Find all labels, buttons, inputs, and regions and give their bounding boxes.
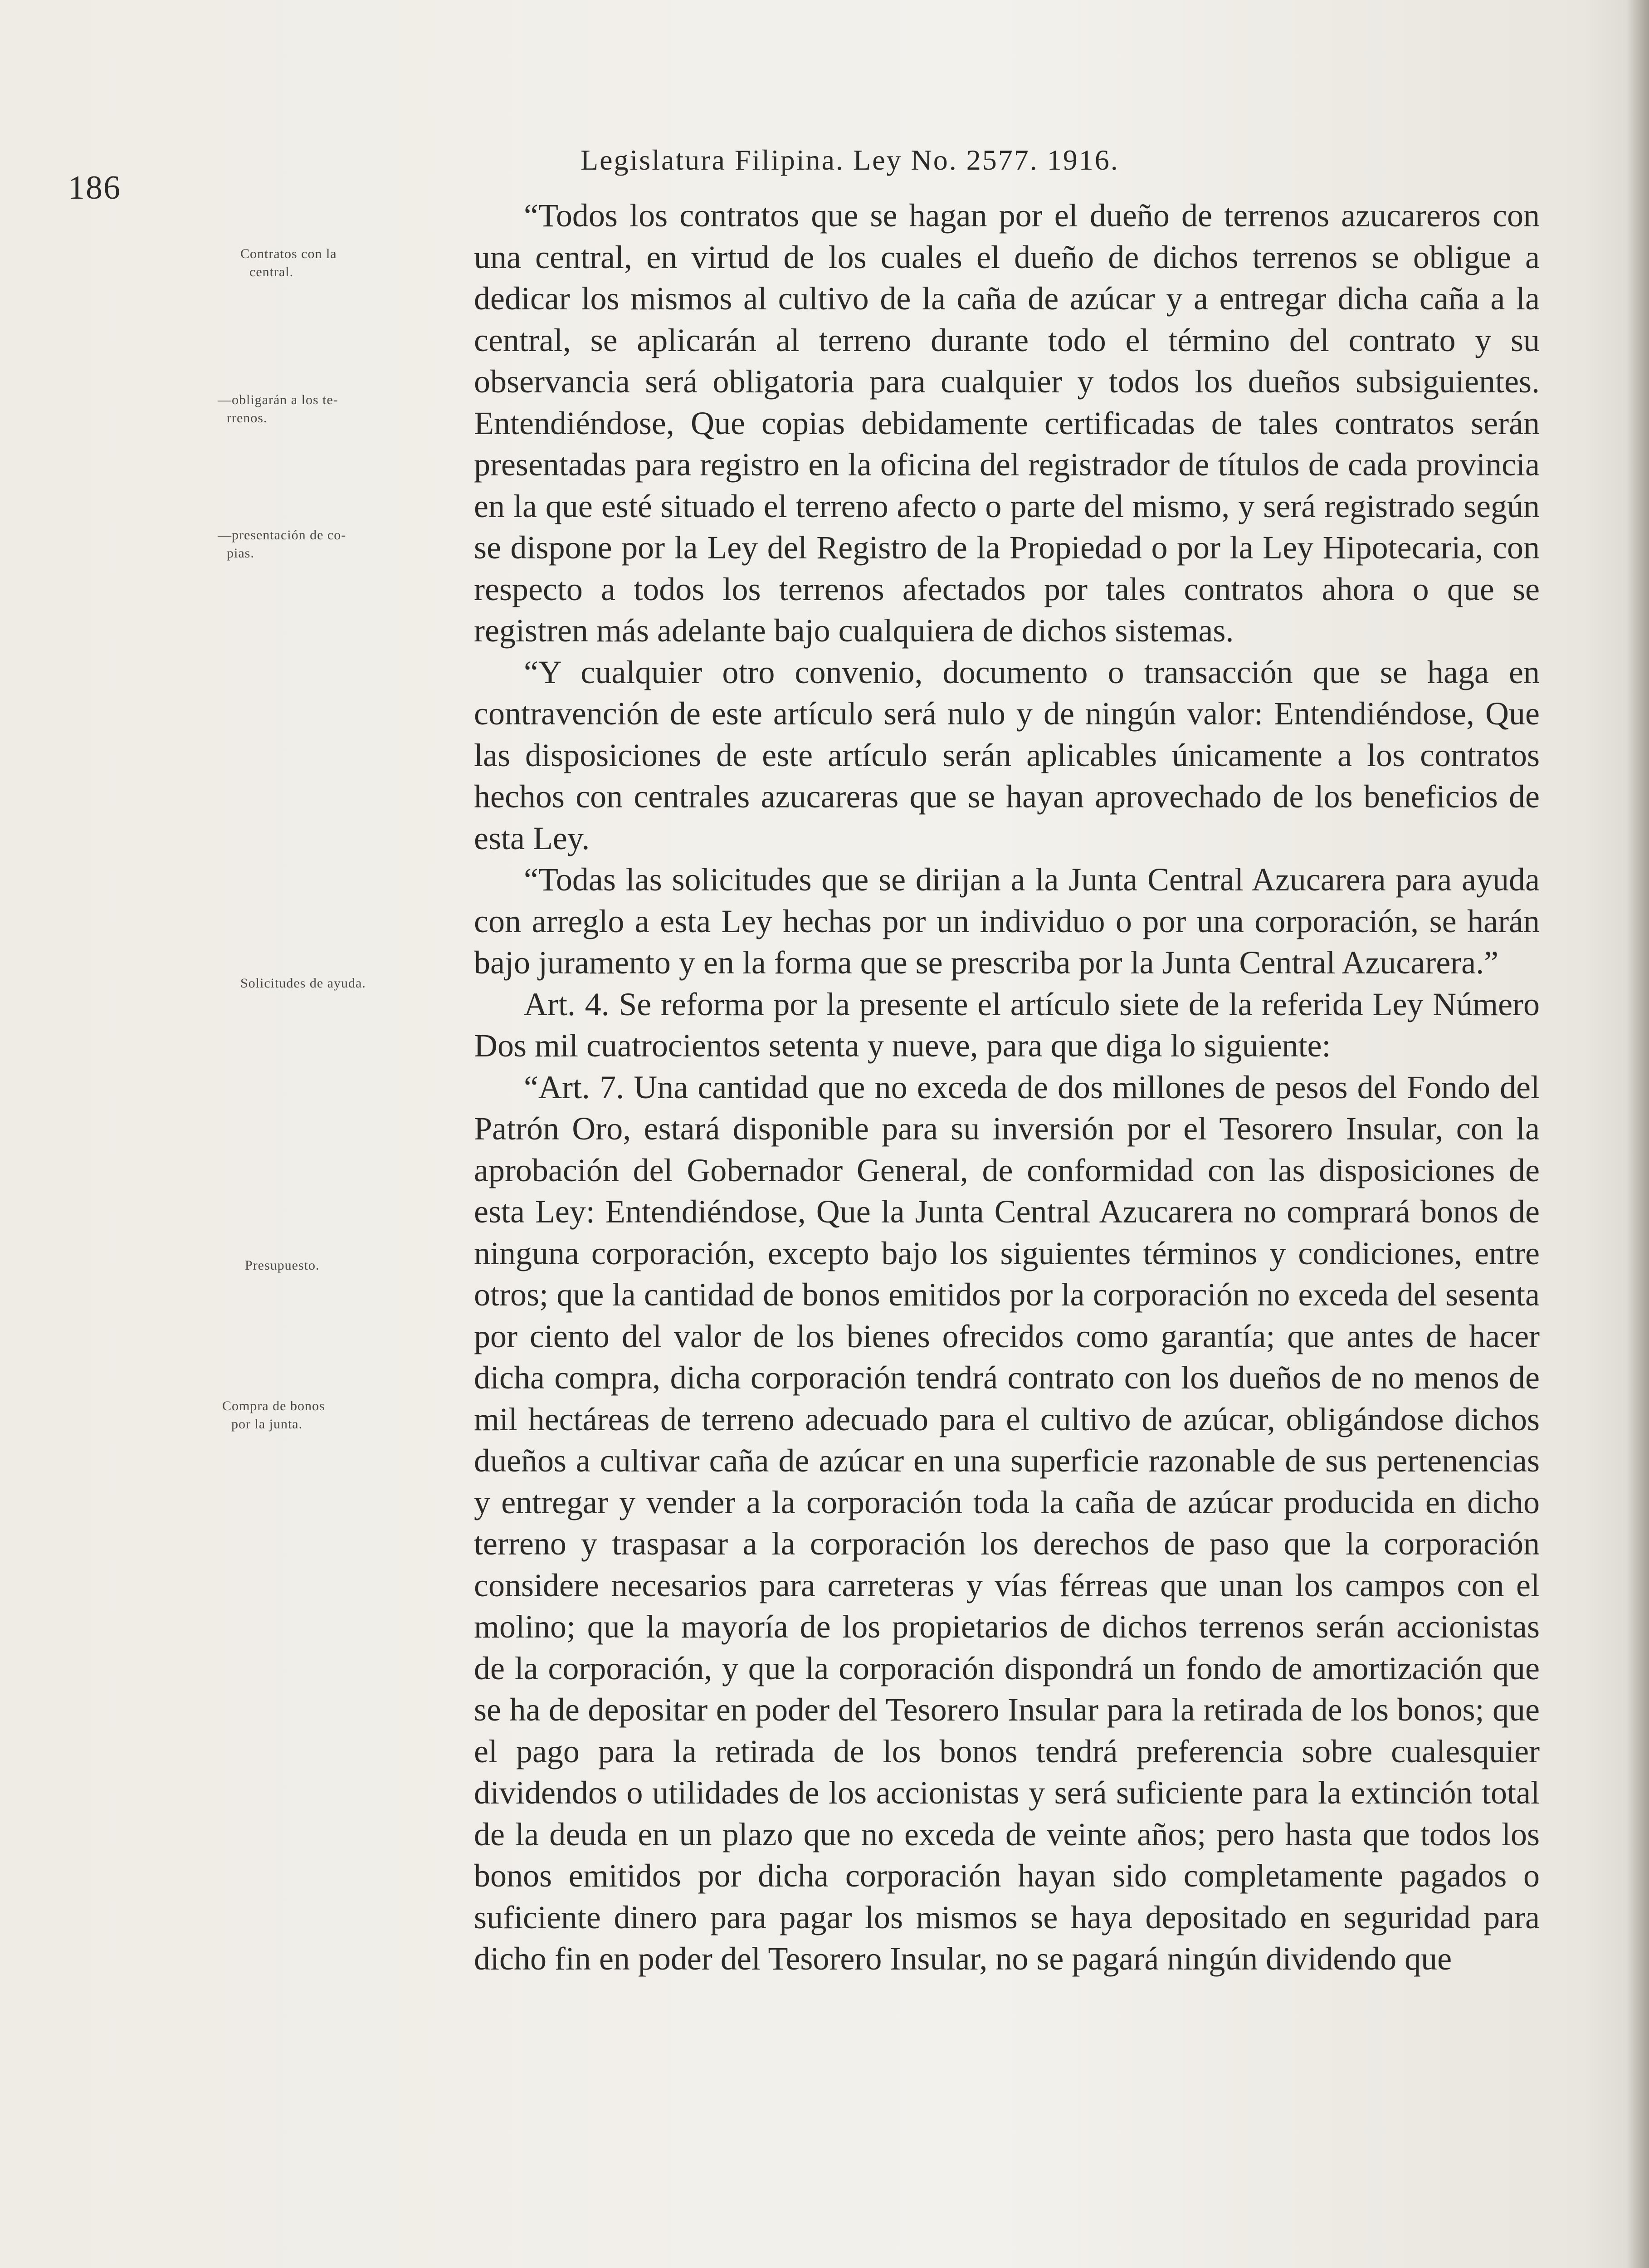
margin-note-line: rrenos. xyxy=(227,411,268,425)
margin-note-line: Solicitudes de ayuda. xyxy=(240,976,366,991)
page-number: 186 xyxy=(68,169,121,206)
paragraph-art-4: Art. 4. Se reforma por la presente el artículo siete de la referida Ley Número Dos mil cuatrocientos setenta y nueve, para que diga lo siguiente: xyxy=(474,986,1540,1064)
body-text xyxy=(474,195,1540,1980)
paragraph-solicitudes: “Todas las solicitudes que se dirijan a la Junta Central Azucarera para ayuda con arreglo a esta Ley hechas por un individuo o por una corporación, se harán bajo juramento y en la forma que se prescriba por la Junta Central Azucarera.” xyxy=(474,861,1540,981)
paragraph-art-7: “Art. 7. Una cantidad que no exceda de dos millones de pesos del Fondo del Patrón Oro, estará disponible para su inversión por el Tesorero Insular, con la aprobación del Gobernador General, de conformidad con las disposiciones de esta Ley: Entendiéndose, Que la Junta Central Azucarera no comprará bonos de ninguna corporación, excepto bajo los siguientes términos y condiciones, entre otros; que la cantidad de bonos emitidos por la corporación no exceda del sesenta por ciento del valor de los bienes ofrecidos como garantía; que antes de hacer dicha compra, dicha corporación tendrá contrato con los dueños de no menos de mil hectáreas de terreno adecuado para el cultivo de azúcar, obligándose dichos dueños a cultivar caña de azúcar en una superficie razonable de sus pertenencias y entregar y vender a la corporación toda la caña de azúcar producida en dicho terreno y traspasar a la corporación los derechos de paso que la corporación considere necesarios para carreteras y vías férreas que unan los campos con el molino; que la mayoría de los propietarios de dichos terrenos serán accionistas de la corporación, y que la corporación dispondrá un fondo de amortización que se ha de depositar en poder del Tesorero Insular para la retirada de los bonos; que el pago para la retirada de los bonos tendrá preferencia sobre cualesquier dividendos o utilidades de los accionistas y será suficiente para la extinción total de la deuda en un plazo que no exceda de veinte años; pero hasta que todos los bonos emitidos por dicha corporación hayan sido completamente pagados o suficiente dinero para pagar los mismos se haya depositado en seguridad para dicho fin en poder del Tesorero Insular, no se pagará ningún dividendo que xyxy=(474,1069,1540,1977)
paragraph-convenio: “Y cualquier otro convenio, documento o transacción que se haga en contravención de este artículo será nulo y de ningún valor: Entendiéndose, Que las disposiciones de este artículo serán aplicables únicamente a los contratos hechos con centrales azucareras que se hayan aprovechado de los beneficios de esta Ley. xyxy=(474,654,1540,856)
margin-note-compra-bonos xyxy=(222,1397,494,1433)
margin-note-line: Compra de bonos xyxy=(222,1398,325,1413)
margin-note-line: pias. xyxy=(227,546,254,561)
margin-note-contratos xyxy=(240,245,512,281)
page-edge-shadow xyxy=(1626,0,1649,2268)
margin-note-line: —presentación de co- xyxy=(218,528,346,543)
margin-note-line: —obligarán a los te- xyxy=(218,392,338,407)
margin-note-line: Presupuesto. xyxy=(245,1258,320,1273)
margin-note-line: por la junta. xyxy=(231,1417,303,1432)
margin-note-line: Contratos con la xyxy=(240,246,337,261)
margin-note-line: central. xyxy=(249,264,294,279)
paragraph-contratos: “Todos los contratos que se hagan por el dueño de terrenos azucareros con una central, en virtud de los cuales el dueño de dichos terrenos se obligue a dedicar los mismos al cultivo de la caña de azúcar y a entregar dicha caña a la central, se aplicarán al terreno durante todo el término del contrato y su observancia será obligatoria para cualquier y todos los dueños subsiguientes. Entendiéndose, Que copias debidamente certificadas de tales contratos serán presentadas para registro en la oficina del registrador de títulos de cada provincia en la que esté situado el terreno afecto o parte del mismo, y será registrado según se dispone por la Ley del Registro de la Propiedad o por la Ley Hipotecaria, con respecto a todos los terrenos afectados por tales contratos ahora o que se registren más adelante bajo cualquiera de dichos sistemas. xyxy=(474,197,1540,649)
margin-note-obligaran xyxy=(218,391,490,427)
margin-note-presentacion xyxy=(218,526,490,562)
margin-note-solicitudes xyxy=(240,974,512,992)
running-head: Legislatura Filipina. Ley No. 2577. 1916. xyxy=(581,144,1119,176)
